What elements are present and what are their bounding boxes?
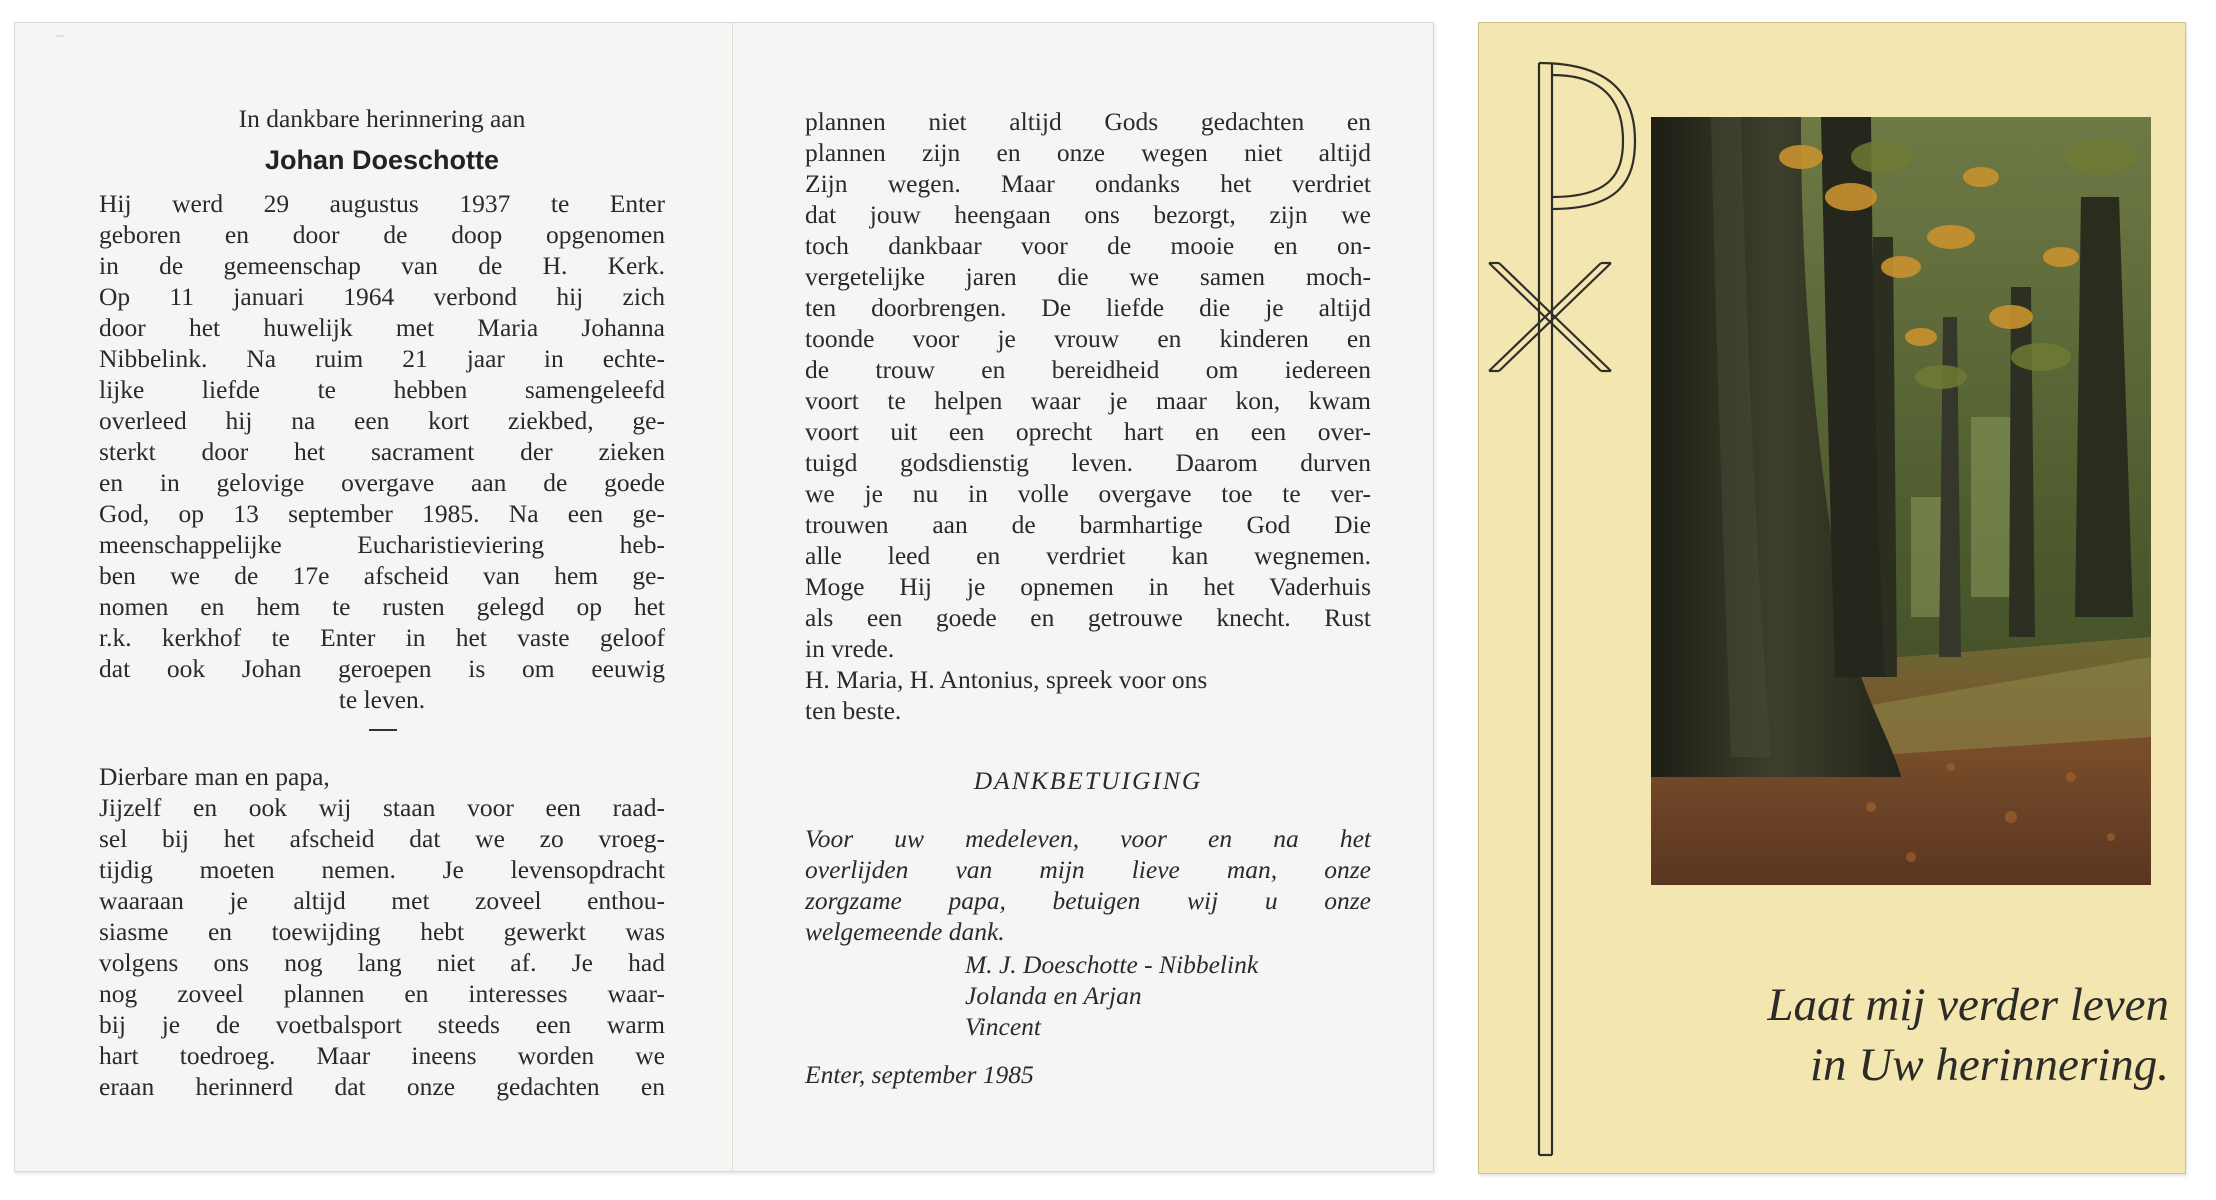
bio-line: ben we de 17e afscheid van hem ge- [99, 561, 665, 590]
letter-line: toonde voor je vrouw en kinderen en [805, 324, 1371, 353]
thanks-line: overlijden van mijn lieve man, onze [805, 855, 1371, 884]
autumn-trees-image [1651, 117, 2151, 885]
signers-block [965, 949, 1371, 1042]
letter-line: eraan herinnerd dat onze gedachten en [99, 1072, 665, 1101]
bio-line: meenschappelijke Eucharistieviering heb- [99, 530, 665, 559]
prayer-line: ten beste. [805, 696, 902, 725]
letter-salutation: Dierbare man en papa, [99, 762, 330, 791]
letter-line: siasme en toewijding hebt gewerkt was [99, 917, 665, 946]
bio-line: overleed hij na een kort ziekbed, ge- [99, 406, 665, 435]
forest-photo [1651, 117, 2151, 885]
letter-paragraph-start [99, 761, 665, 1102]
letter-line: de trouw en bereidheid om iedereen [805, 355, 1371, 384]
deceased-name: Johan Doeschotte [264, 145, 500, 175]
letter-line: plannen zijn en onze wegen niet altijd [805, 138, 1371, 167]
caption-line-2: in Uw herinnering. [1809, 1039, 2169, 1091]
letter-line: Jijzelf en ook wij staan voor een raad- [99, 793, 665, 822]
thanks-line: Voor uw medeleven, voor en na het [805, 824, 1371, 853]
thanks-heading: DANKBETUIGING [973, 766, 1203, 795]
memorial-card-front [1478, 22, 2186, 1174]
thanks-paragraph [805, 823, 1371, 947]
bio-line: nomen en hem te rusten gelegd op het [99, 592, 665, 621]
letter-line: waaraan je altijd met zoveel enthou- [99, 886, 665, 915]
letter-line: dat jouw heengaan ons bezorgt, zijn we [805, 200, 1371, 229]
fold-line [732, 23, 733, 1171]
bio-line: Op 11 januari 1964 verbond hij zich [99, 282, 665, 311]
letter-line: in vrede. [805, 634, 895, 663]
front-caption [1609, 975, 2169, 1095]
letter-line: ten doorbrengen. De liefde die je altijd [805, 293, 1371, 322]
bio-line: lijke liefde te hebben samengeleefd [99, 375, 665, 404]
bio-line: en in gelovige overgave aan de goede [99, 468, 665, 497]
signer-line: Vincent [965, 1012, 1041, 1041]
signer-line: Jolanda en Arjan [965, 981, 1142, 1010]
bio-line: God, op 13 september 1985. Na een ge- [99, 499, 665, 528]
bio-line: sterkt door het sacrament der zieken [99, 437, 665, 466]
thanks-line: zorgzame papa, betuigen wij u onze [805, 886, 1371, 915]
letter-line: sel bij het afscheid dat we zo vroeg- [99, 824, 665, 853]
letter-line: als een goede en getrouwe knecht. Rust [805, 603, 1371, 632]
intro-text: In dankbare herinnering aan [238, 104, 526, 133]
letter-line: plannen niet altijd Gods gedachten en [805, 107, 1371, 136]
letter-line: nog zoveel plannen en interesses waar- [99, 979, 665, 1008]
bio-end-line: te leven. [338, 685, 426, 714]
pencil-mark: ~ [55, 29, 66, 44]
place-date: Enter, september 1985 [805, 1060, 1034, 1089]
separator-dash [369, 729, 397, 731]
bio-line: in de gemeenschap van de H. Kerk. [99, 251, 665, 280]
biography-paragraph [99, 188, 665, 715]
letter-line: tuigd godsdienstig leven. Daarom durven [805, 448, 1371, 477]
bio-line: Hij werd 29 augustus 1937 te Enter [99, 189, 665, 218]
letter-line: hart toedroeg. Maar ineens worden we [99, 1041, 665, 1070]
letter-line: bij je de voetbalsport steeds een warm [99, 1010, 665, 1039]
letter-line: vergetelijke jaren die we samen moch- [805, 262, 1371, 291]
caption-line-1: Laat mij verder leven [1767, 979, 2169, 1031]
thanks-line: welgemeende dank. [805, 917, 1005, 946]
letter-line: alle leed en verdriet kan wegnemen. [805, 541, 1371, 570]
prayer-line: H. Maria, H. Antonius, spreek voor ons [805, 665, 1208, 694]
letter-line: volgens ons nog lang niet af. Je had [99, 948, 665, 977]
letter-line: toch dankbaar voor de mooie en on- [805, 231, 1371, 260]
signer-line: M. J. Doeschotte - Nibbelink [965, 950, 1259, 979]
bio-line: dat ook Johan geroepen is om eeuwig [99, 654, 665, 683]
letter-paragraph-continued [805, 106, 1371, 726]
letter-line: tijdig moeten nemen. Je levensopdracht [99, 855, 665, 884]
memorial-card-inside [14, 22, 1434, 1172]
letter-line: Moge Hij je opnemen in het Vaderhuis [805, 572, 1371, 601]
bio-line: r.k. kerkhof te Enter in het vaste geloof [99, 623, 665, 652]
bio-line: door het huwelijk met Maria Johanna [99, 313, 665, 342]
letter-line: voort uit een oprecht hart en een over- [805, 417, 1371, 446]
bio-line: Nibbelink. Na ruim 21 jaar in echte- [99, 344, 665, 373]
letter-line: trouwen aan de barmhartige God Die [805, 510, 1371, 539]
bio-line: geboren en door de doop opgenomen [99, 220, 665, 249]
letter-line: Zijn wegen. Maar ondanks het verdriet [805, 169, 1371, 198]
letter-line: voort te helpen waar je maar kon, kwam [805, 386, 1371, 415]
letter-line: we je nu in volle overgave toe te ver- [805, 479, 1371, 508]
